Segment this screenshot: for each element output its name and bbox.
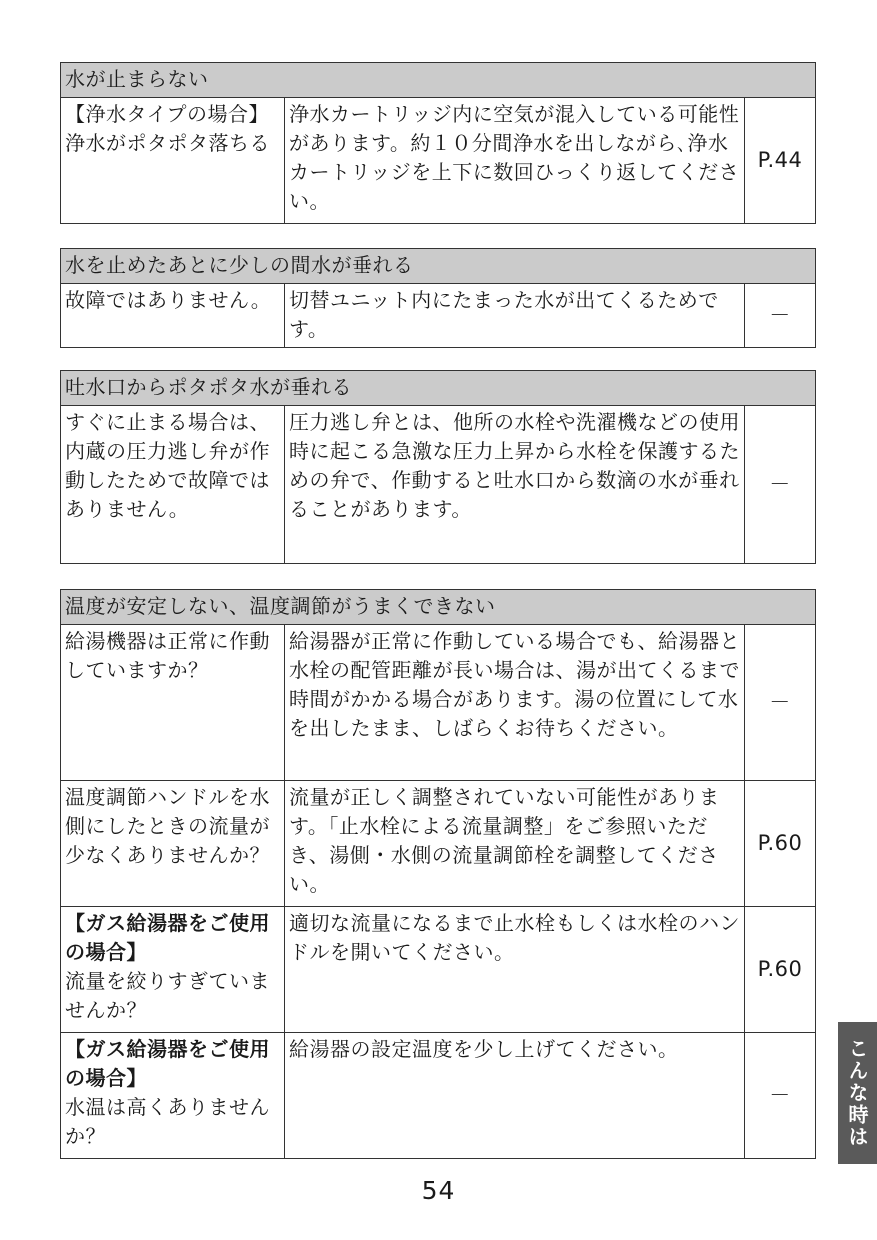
page-reference: － <box>745 625 816 781</box>
answer-cell: 圧力逃し弁とは、他所の水栓や洗濯機などの使用時に起こる急激な圧力上昇から水栓を保護するための弁で、作動すると吐水口から数滴の水が垂れることがあります。 <box>285 406 745 564</box>
question-condition: 【ガス給湯器をご使用の場合】 <box>65 1037 270 1090</box>
page-number: 54 <box>421 1176 456 1205</box>
answer-cell: 適切な流量になるまで止水栓もしくは水栓のハンドルを開いてください。 <box>285 907 745 1033</box>
answer-cell: 浄水カートリッジ内に空気が混入している可能性があります。約１０分間浄水を出しながら､浄水カートリッジを上下に数回ひっくり返してください。 <box>285 98 745 224</box>
answer-cell: 給湯器の設定温度を少し上げてください。 <box>285 1033 745 1159</box>
section-title: 水を止めたあとに少しの間水が垂れる <box>61 249 816 284</box>
table-row <box>61 907 816 1033</box>
troubleshooting-table-2 <box>60 248 816 348</box>
table-row <box>61 625 816 781</box>
question-cell: 温度調節ハンドルを水側にしたときの流量が少なくありませんか？ <box>61 781 285 907</box>
page-reference: P.60 <box>745 781 816 907</box>
page-reference: － <box>745 284 816 348</box>
question-cell: 故障ではありません。 <box>61 284 285 348</box>
section-title: 温度が安定しない、温度調節がうまくできない <box>61 590 816 625</box>
answer-cell: 給湯器が正常に作動している場合でも、給湯器と水栓の配管距離が長い場合は、湯が出てくるまで時間がかかる場合があります。湯の位置にして水を出したまま、しばらくお待ちください。 <box>285 625 745 781</box>
page-reference: － <box>745 1033 816 1159</box>
answer-cell: 切替ユニット内にたまった水が出てくるためです。 <box>285 284 745 348</box>
troubleshooting-table-4 <box>60 589 816 1159</box>
table-row <box>61 98 816 224</box>
side-tab-label: こんな時は <box>838 1022 877 1164</box>
question-cell: 【ガス給湯器をご使用の場合】 流量を絞りすぎていませんか？ <box>61 907 285 1033</box>
table-row <box>61 406 816 564</box>
page-reference: P.60 <box>745 907 816 1033</box>
question-cell: 【浄水タイプの場合】浄水がポタポタ落ちる <box>61 98 285 224</box>
question-cell: 給湯機器は正常に作動していますか？ <box>61 625 285 781</box>
page-reference: － <box>745 406 816 564</box>
section-title: 吐水口からポタポタ水が垂れる <box>61 371 816 406</box>
table-row <box>61 781 816 907</box>
table-row <box>61 284 816 348</box>
troubleshooting-table-1 <box>60 62 816 224</box>
question-condition: 【ガス給湯器をご使用の場合】 <box>65 911 270 964</box>
page-reference: P.44 <box>745 98 816 224</box>
troubleshooting-table-3 <box>60 370 816 564</box>
section-title: 水が止まらない <box>61 63 816 98</box>
answer-cell: 流量が正しく調整されていない可能性があります。「止水栓による流量調整」をご参照いただき、湯側・水側の流量調節栓を調整してください。 <box>285 781 745 907</box>
table-row <box>61 1033 816 1159</box>
question-cell: 【ガス給湯器をご使用の場合】 水温は高くありませんか？ <box>61 1033 285 1159</box>
question-cell: すぐに止まる場合は、内蔵の圧力逃し弁が作動したためで故障ではありません。 <box>61 406 285 564</box>
